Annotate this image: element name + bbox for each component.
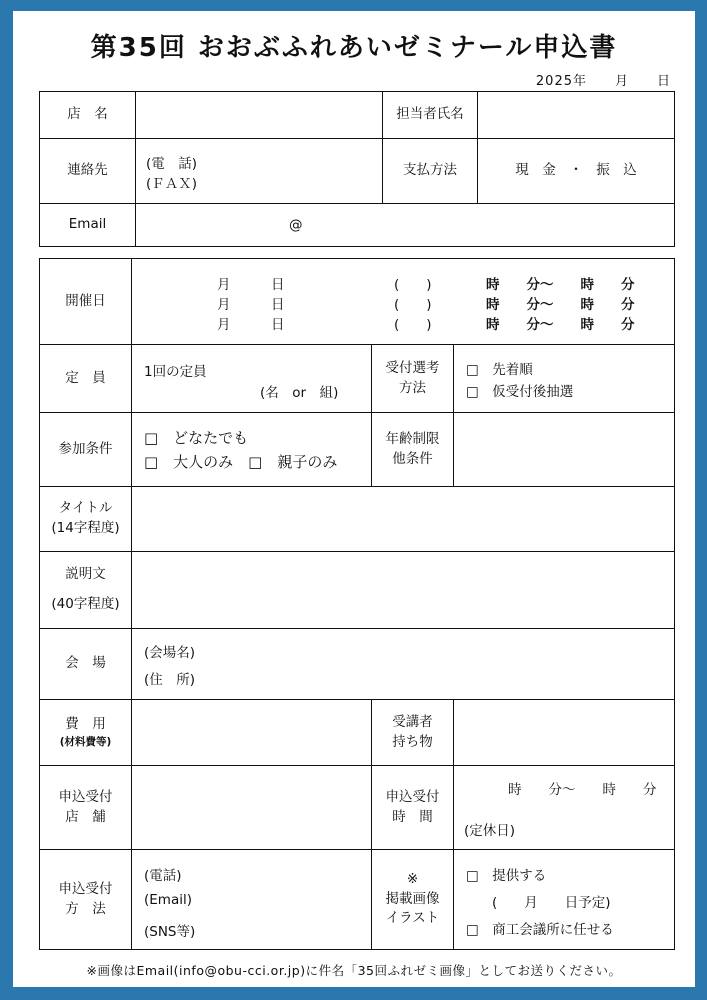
application-date: 2025年 月 日 <box>535 74 671 89</box>
date-row-1-time: 時 分～ 時 分 <box>486 277 635 293</box>
capacity-label: 定 員 <box>40 344 131 412</box>
date-row-2-time: 時 分～ 時 分 <box>486 297 635 313</box>
tel-label: (電 話) <box>146 156 198 172</box>
selection-first-come[interactable]: □ 先着順 <box>466 362 533 378</box>
reception-shop-field[interactable] <box>131 765 371 849</box>
image-label-3: イラスト <box>385 910 440 927</box>
reception-time-label-2: 時 間 <box>392 808 433 825</box>
capacity-unit: (名 or 組) <box>260 385 339 401</box>
selection-label-1: 受付選考 <box>385 359 440 376</box>
age-label <box>371 412 453 486</box>
title-field[interactable] <box>131 486 674 551</box>
bring-label <box>371 699 453 765</box>
date-row-3-dow: ( ) <box>394 317 432 333</box>
email-at-sign: @ <box>289 217 303 233</box>
selection-lottery[interactable]: □ 仮受付後抽選 <box>466 384 574 400</box>
shop-label: 店 名 <box>67 106 108 123</box>
footer-note: ※画像はEmail(info@obu-cci.or.jp)に件名「35回ふれゼミ画像」としてお送りください。 <box>86 963 622 978</box>
description-label-1: 説明文 <box>65 566 106 583</box>
application-form <box>13 11 695 987</box>
date-row-2-dow: ( ) <box>394 297 432 313</box>
fee-field[interactable] <box>131 699 371 765</box>
reception-shop-label <box>40 765 131 849</box>
method-tel-label: (電話) <box>144 868 182 884</box>
reception-method-field[interactable] <box>131 849 371 949</box>
reception-shop-label-2: 店 舗 <box>65 808 106 825</box>
selection-label-2: 方法 <box>399 379 426 396</box>
date-row-3-time: 時 分～ 時 分 <box>486 317 635 333</box>
bring-label-1: 受講者 <box>392 713 433 730</box>
reception-method-label-1: 申込受付 <box>58 880 113 897</box>
condition-anyone[interactable]: □ どなたでも <box>144 429 249 447</box>
method-email-label: (Email) <box>144 892 192 908</box>
condition-adults-parents[interactable]: □ 大人のみ □ 親子のみ <box>144 453 338 471</box>
date-row-2-md: 月 日 <box>217 297 285 313</box>
contact-field[interactable] <box>135 138 382 203</box>
date-row-3-md: 月 日 <box>217 317 285 333</box>
header-table <box>39 91 675 247</box>
bring-label-2: 持ち物 <box>392 733 433 750</box>
date-row-1-md: 月 日 <box>217 277 285 293</box>
venue-name-label: (会場名) <box>144 645 196 661</box>
form-title: 第35回 おおぶふれあいゼミナール申込書 <box>90 33 618 63</box>
email-label: Email <box>40 203 135 246</box>
capacity-field[interactable] <box>131 344 371 412</box>
email-field[interactable] <box>135 203 674 246</box>
bring-field[interactable] <box>453 699 674 765</box>
date-row-1-dow: ( ) <box>394 277 432 293</box>
method-sns-label: (SNS等) <box>144 924 196 940</box>
fee-label-2: (材料費等) <box>59 735 112 748</box>
payment-label: 支払方法 <box>382 138 477 203</box>
image-label-2: 掲載画像 <box>385 890 440 907</box>
main-table <box>39 258 675 950</box>
holiday-label: (定休日) <box>464 823 516 839</box>
reception-time-value: 時 分～ 時 分 <box>508 782 657 798</box>
venue-label: 会 場 <box>40 628 131 699</box>
staff-label: 担当者氏名 <box>382 92 477 138</box>
contact-label: 連絡先 <box>40 138 135 203</box>
staff-name-field[interactable] <box>477 92 674 138</box>
image-label <box>371 849 453 949</box>
description-label-2: (40字程度) <box>51 596 120 612</box>
title-label-2: (14字程度) <box>51 520 120 536</box>
image-provide-option[interactable]: □ 提供する <box>466 868 547 884</box>
condition-options[interactable] <box>131 412 371 486</box>
reception-method-label-2: 方 法 <box>65 900 106 917</box>
reception-shop-label-1: 申込受付 <box>58 788 113 805</box>
payment-options[interactable]: 現 金 ・ 振 込 <box>477 138 674 203</box>
fax-label: (ＦＡＸ) <box>146 176 198 192</box>
image-schedule: ( 月 日予定) <box>492 895 611 911</box>
capacity-text: 1回の定員 <box>144 364 207 380</box>
selection-label <box>371 344 453 412</box>
selection-options[interactable] <box>453 344 674 412</box>
venue-address-label: (住 所) <box>144 672 196 688</box>
age-label-1: 年齢制限 <box>385 430 440 447</box>
description-field[interactable] <box>131 551 674 628</box>
reception-method-label <box>40 849 131 949</box>
venue-field[interactable] <box>131 628 674 699</box>
image-delegate-option[interactable]: □ 商工会議所に任せる <box>466 922 614 938</box>
fee-label <box>40 699 131 765</box>
reception-time-label <box>371 765 453 849</box>
reception-time-field[interactable] <box>453 765 674 849</box>
date-label: 開催日 <box>65 292 106 309</box>
reception-time-label-1: 申込受付 <box>385 788 440 805</box>
age-label-2: 他条件 <box>392 450 433 467</box>
title-label-1: タイトル <box>58 500 113 517</box>
image-options[interactable] <box>453 849 674 949</box>
description-label <box>40 551 131 628</box>
date-field[interactable] <box>131 259 674 344</box>
fee-label-1: 費 用 <box>65 716 106 733</box>
title-label <box>40 486 131 551</box>
image-label-note: ※ <box>406 871 419 888</box>
age-field[interactable] <box>453 412 674 486</box>
condition-label: 参加条件 <box>40 412 131 486</box>
shop-name-field[interactable] <box>135 92 382 138</box>
